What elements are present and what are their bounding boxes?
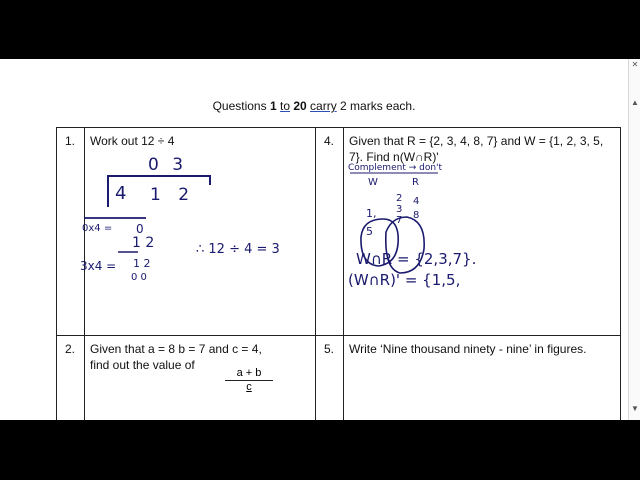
- header-upto: 20: [293, 99, 307, 113]
- scroll-down-icon[interactable]: ▼: [631, 404, 639, 413]
- question-number: 2.: [57, 336, 85, 421]
- question-text: find out the value of: [90, 358, 195, 372]
- question-text: Write ‘Nine thousand ninety - nine’ in figures.: [349, 342, 587, 356]
- handwritten-intersection-line: W∩R = {2,3,7}.: [356, 250, 477, 268]
- header-suffix: 2 marks each.: [336, 99, 416, 113]
- venn-label-r: R: [412, 177, 419, 188]
- header-carry: carry: [310, 99, 337, 113]
- question-text: Given that R = {2, 3, 4, 8, 7} and W = {1, 2, 3, 5, 7}. Find n(W∩R)': [349, 134, 604, 164]
- scroll-up-icon[interactable]: ▲: [631, 98, 639, 107]
- header-prefix: Questions: [212, 99, 270, 113]
- header-to: to: [279, 99, 290, 113]
- handwritten-step2-value: 1 2: [133, 257, 151, 270]
- handwriting-strokes: [0, 59, 628, 420]
- question-number: 4.: [316, 128, 344, 336]
- letterbox-bottom: [0, 420, 640, 480]
- question-text: Work out 12 ÷ 4: [90, 134, 175, 148]
- header-from: 1: [269, 99, 277, 113]
- handwritten-step2-left: 3x4 =: [80, 259, 117, 273]
- venn-label-w: W: [368, 177, 378, 188]
- handwritten-step1-remainder: 1 2: [132, 235, 155, 251]
- vertical-scrollbar[interactable]: [628, 59, 640, 420]
- fraction-numerator: a + b: [236, 367, 262, 379]
- handwritten-step2-remainder: 0 0: [131, 272, 147, 283]
- handwritten-note: Complement → don't: [348, 163, 443, 173]
- document-page: [0, 59, 628, 420]
- handwritten-complement-line: (W∩R)' = {1,5,: [348, 271, 461, 289]
- venn-left-region: 1, 5: [366, 207, 377, 238]
- question-text: Given that a = 8 b = 7 and c = 4,: [90, 342, 262, 356]
- handwritten-dividend: 1 2: [150, 185, 196, 205]
- question-number: 1.: [57, 128, 85, 336]
- handwritten-result: ∴ 12 ÷ 4 = 3: [196, 242, 280, 257]
- handwritten-quotient: 0 3: [148, 155, 188, 175]
- fraction-denominator: c: [246, 381, 252, 393]
- handwritten-divisor: 4: [115, 183, 127, 204]
- handwritten-step1-value: 0: [136, 222, 144, 236]
- venn-right-region: 4 8: [413, 196, 420, 221]
- question-number: 5.: [316, 336, 344, 421]
- close-icon[interactable]: ✕: [631, 60, 639, 69]
- venn-intersection: 2 3 7: [396, 193, 403, 226]
- handwritten-step1-left: 0x4 =: [82, 223, 113, 234]
